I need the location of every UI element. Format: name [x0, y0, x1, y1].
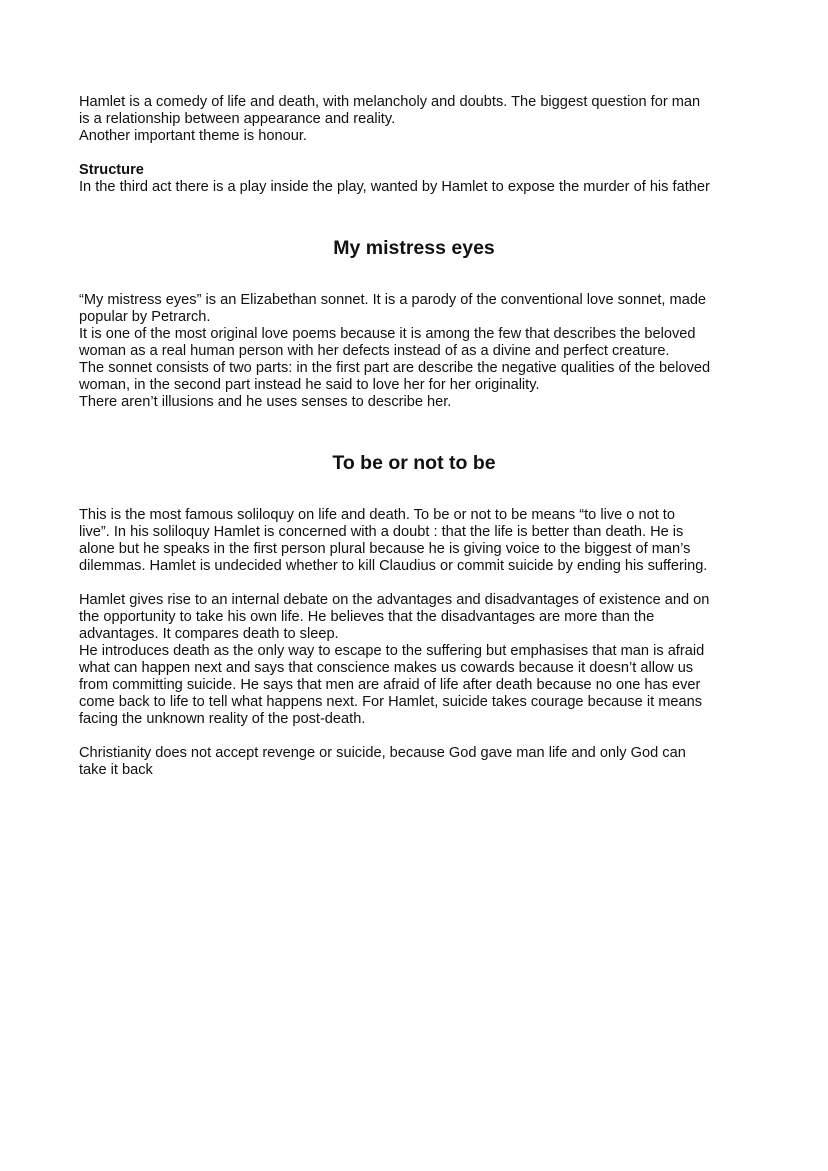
spacer	[79, 475, 759, 507]
sonnet-paragraph: “My mistress eyes” is an Elizabethan sonnet. It is a parody of the conventional love sonnet, made popular by Petrarch. It is one of the most original love poems because it is among the few that describes the beloved woman as a real human person with her defects instead of as a divine and perfect creature. The sonnet consists of two parts: in the first part are describe the negative qualities of the beloved woman, in the second part instead he said to love her for her originality. There aren’t illusions and he uses senses to describe her.	[79, 292, 711, 410]
intro-paragraph: Hamlet is a comedy of life and death, with melancholy and doubts. The biggest question for man is a relationship between appearance and reality. Another important theme is honour.	[79, 94, 701, 144]
spacer	[79, 411, 759, 451]
soliloquy-paragraph-1: This is the most famous soliloquy on life and death. To be or not to be means “to live o not to live”. In his soliloquy Hamlet is concerned with a doubt : that the life is better than death. He is alone but he speaks in the first person plural because he is giving voice to the biggest of man’s dilemmas. Hamlet is undecided whether to kill Claudius or commit suicide by ending his suffering.	[79, 507, 708, 574]
spacer	[79, 575, 759, 592]
section-title-my-mistress-eyes: My mistress eyes	[333, 237, 495, 259]
structure-heading: Structure	[79, 162, 144, 178]
spacer	[79, 145, 759, 162]
document-page	[79, 94, 759, 779]
section-title-to-be-or-not-to-be: To be or not to be	[332, 452, 496, 474]
soliloquy-paragraph-3: Christianity does not accept revenge or suicide, because God gave man life and only God can take it back	[79, 745, 686, 778]
spacer	[79, 728, 759, 745]
structure-paragraph: In the third act there is a play inside the play, wanted by Hamlet to expose the murder of his father	[79, 179, 710, 195]
spacer	[79, 260, 759, 292]
spacer	[79, 196, 759, 236]
soliloquy-paragraph-2: Hamlet gives rise to an internal debate on the advantages and disadvantages of existence and on the opportunity to take his own life. He believes that the disadvantages are more than the advantages. It compares death to sleep. He introduces death as the only way to escape to the suffering but emphasises that man is afraid what can happen next and says that conscience makes us cowards because it doesn’t allow us from committing suicide. He says that men are afraid of life after death because no one has ever come back to life to tell what happens next. For Hamlet, suicide takes courage because it means facing the unknown reality of the post-death.	[79, 592, 710, 727]
